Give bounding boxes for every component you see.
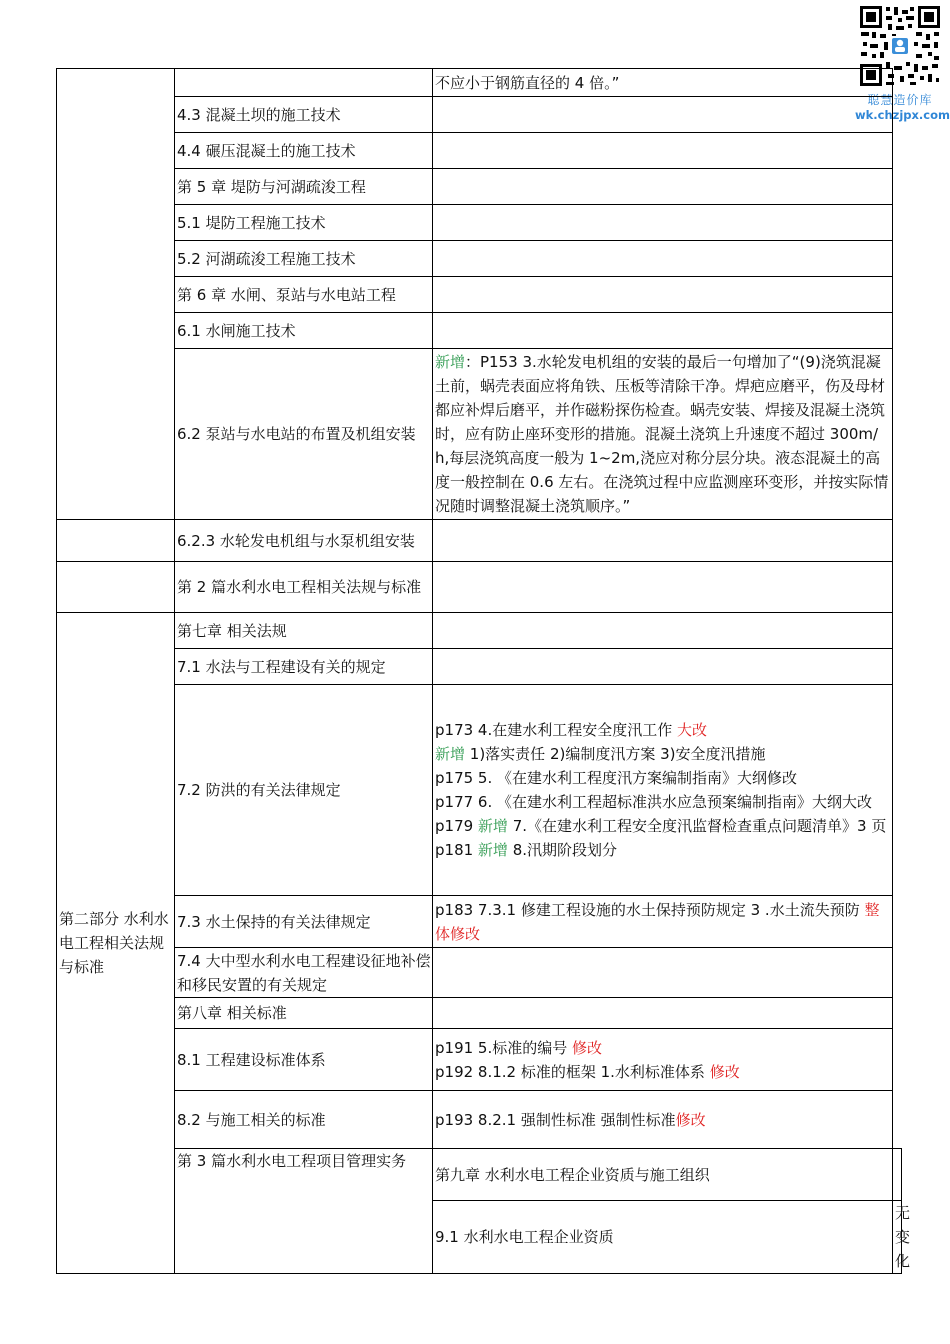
note-line: p175 5. 《在建水利工程度汛方案编制指南》大纲修改 <box>435 769 798 787</box>
table-row <box>57 241 902 277</box>
note-cell <box>433 97 893 133</box>
topic-cell: 6.2.3 水轮发电机组与水泵机组安装 <box>175 520 433 562</box>
note-cell <box>433 685 893 896</box>
site-url-label: wk.chzjpx.com <box>855 108 950 122</box>
table-row <box>57 69 902 97</box>
note-line: p181 新增 8.汛期阶段划分 <box>435 841 618 859</box>
table-row <box>57 349 902 520</box>
topic-cell: 8.2 与施工相关的标准 <box>175 1091 433 1149</box>
table-row <box>57 613 902 649</box>
note-line: p191 5.标准的编号 修改 <box>435 1038 603 1057</box>
added-tag: 新增 <box>435 353 466 371</box>
topic-cell: 9.1 水利水电工程企业资质 <box>433 1201 893 1274</box>
note-cell: 无变化 <box>893 1201 902 1274</box>
topic-cell: 7.1 水法与工程建设有关的规定 <box>175 649 433 685</box>
note-cell <box>433 349 893 520</box>
revised-tag: 修改 <box>572 1038 603 1057</box>
topic-cell: 5.1 堤防工程施工技术 <box>175 205 433 241</box>
topic-cell: 4.4 碾压混凝土的施工技术 <box>175 133 433 169</box>
table-row <box>57 277 902 313</box>
note-text: p193 8.2.1 强制性标准 强制性标准 <box>435 1110 676 1129</box>
note-cell <box>433 133 893 169</box>
note-cell <box>433 277 893 313</box>
table-row <box>57 1149 902 1201</box>
topic-cell: 4.3 混凝土坝的施工技术 <box>175 97 433 133</box>
topic-cell <box>175 69 433 97</box>
note-line: p192 8.1.2 标准的框架 1.水利标准体系 修改 <box>435 1062 740 1081</box>
note-text: ：P153 3.水轮发电机组的安装的最后一句增加了“(9)浇筑混凝土前，蜗壳表面应将角铁、压板等清除干净。焊疤应磨平，伤及母材都应补焊后磨平，并作磁粉探伤检查。蜗壳安装、焊接及混凝土浇筑时，应有防止座环变形的措施。混凝土浇筑上升速度不超过 300m/h,每层浇筑高度一般为 1~2m,浇应对称分层分块。液态混凝土的高度一般控制在 0.6 左右。在浇筑过程中应监测座环变形，并按实际情况随时调整混凝土浇筑顺序。” <box>435 353 889 515</box>
topic-cell: 8.1 工程建设标准体系 <box>175 1029 433 1091</box>
table-row <box>57 205 902 241</box>
topic-cell: 第七章 相关法规 <box>175 613 433 649</box>
note-cell <box>433 1029 893 1091</box>
note-cell <box>433 948 893 998</box>
section-cell <box>57 562 175 613</box>
topic-cell: 7.3 水土保持的有关法律规定 <box>175 896 433 948</box>
note-line: p179 新增 7.《在建水利工程安全度汛监督检查重点问题清单》3 页 <box>435 817 887 835</box>
note-cell <box>433 613 893 649</box>
table-row <box>57 97 902 133</box>
note-line: 新增 1)落实责任 2)编制度汛方案 3)安全度汛措施 <box>435 745 766 763</box>
section-cell <box>57 520 175 562</box>
note-cell <box>433 169 893 205</box>
revised-tag: 修改 <box>709 1062 740 1081</box>
note-line: p177 6. 《在建水利工程超标准洪水应急预案编制指南》大纲大改 <box>435 793 873 811</box>
note-text: 不应小于钢筋直径的 4 倍。” <box>435 73 620 92</box>
table-row <box>57 1029 902 1091</box>
table-row <box>57 169 902 205</box>
table-row <box>57 133 902 169</box>
note-cell <box>433 649 893 685</box>
note-cell <box>433 562 893 613</box>
note-cell <box>433 205 893 241</box>
topic-cell: 5.2 河湖疏浚工程施工技术 <box>175 241 433 277</box>
topic-cell: 第 6 章 水闸、泵站与水电站工程 <box>175 277 433 313</box>
revised-tag: 大改 <box>677 721 708 739</box>
table-row <box>57 896 902 948</box>
revised-tag: 修改 <box>675 1110 706 1129</box>
table-row <box>57 562 902 613</box>
note-line: p173 4.在建水利工程安全度汛工作 大改 <box>435 721 708 739</box>
note-text: p183 7.3.1 修建工程设施的水土保持预防规定 3 .水土流失预防 <box>435 900 865 919</box>
table-row <box>57 685 902 896</box>
table-row <box>57 998 902 1029</box>
topic-cell: 7.2 防洪的有关法律规定 <box>175 685 433 896</box>
topic-cell: 6.2 泵站与水电站的布置及机组安装 <box>175 349 433 520</box>
table-row <box>57 948 902 998</box>
note-cell <box>433 520 893 562</box>
added-tag: 新增 <box>435 745 466 763</box>
note-cell <box>433 313 893 349</box>
table-row <box>57 649 902 685</box>
note-cell <box>433 896 893 948</box>
section-cell: 第二部分 水利水电工程相关法规与标准 <box>57 613 175 1274</box>
table-row <box>57 1091 902 1149</box>
topic-cell: 7.4 大中型水利水电工程建设征地补偿和移民安置的有关规定 <box>175 948 433 998</box>
topic-cell: 第九章 水利水电工程企业资质与施工组织 <box>433 1149 893 1201</box>
note-cell <box>433 998 893 1029</box>
topic-cell: 第 2 篇水利水电工程相关法规与标准 <box>175 562 433 613</box>
topic-cell: 第 5 章 堤防与河湖疏浚工程 <box>175 169 433 205</box>
note-cell <box>433 1091 893 1149</box>
table-row <box>57 520 902 562</box>
section-cell: 第 3 篇水利水电工程项目管理实务 <box>175 1149 433 1274</box>
site-name-label: 聪慧造价库 <box>867 93 933 107</box>
note-cell <box>433 241 893 277</box>
note-cell <box>893 1149 902 1201</box>
topic-cell: 6.1 水闸施工技术 <box>175 313 433 349</box>
revised-tag: 整体修改 <box>435 900 880 943</box>
table-row <box>57 313 902 349</box>
note-cell <box>433 69 893 97</box>
added-tag: 新增 <box>477 841 508 859</box>
added-tag: 新增 <box>477 817 508 835</box>
section-cell <box>57 69 175 520</box>
topic-cell: 第八章 相关标准 <box>175 998 433 1029</box>
